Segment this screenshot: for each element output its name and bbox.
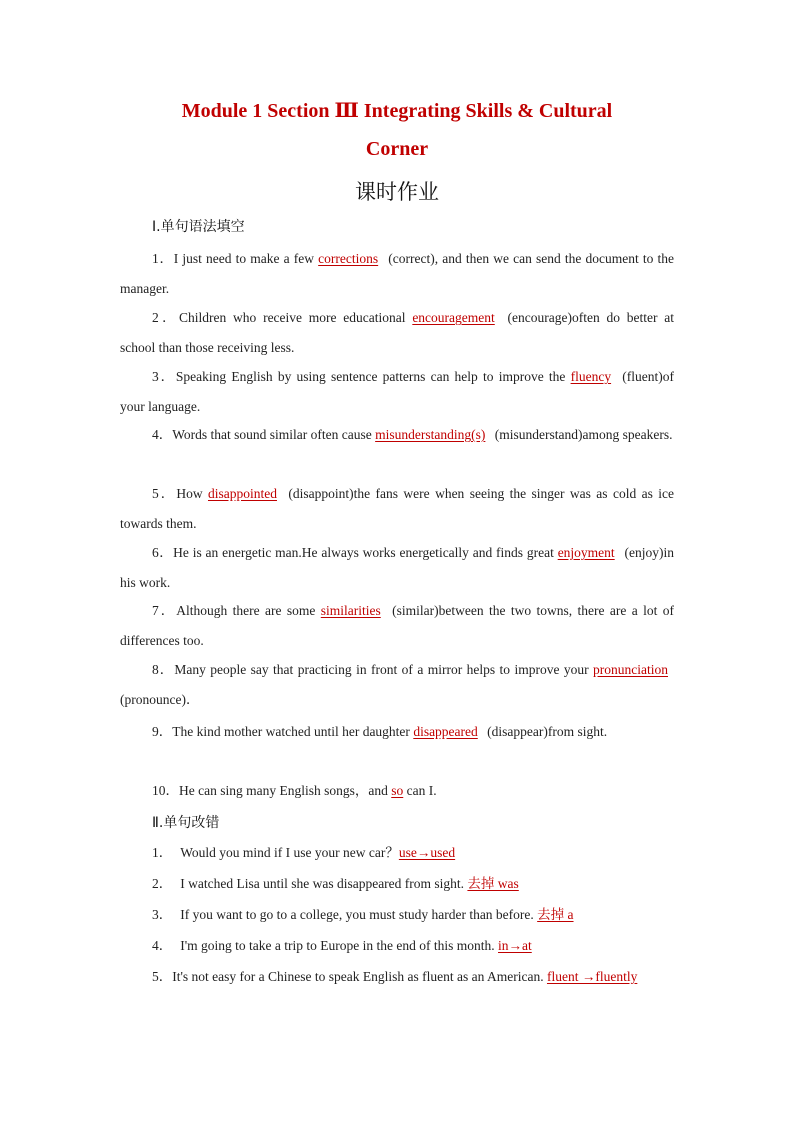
item-text: How xyxy=(176,486,208,501)
item-text: It's not easy for a Chinese to speak English as fluent as an American. xyxy=(172,969,547,984)
answer-text: similarities xyxy=(320,603,381,618)
item-number: 4． xyxy=(152,427,173,442)
answer-text: so xyxy=(391,783,404,798)
item-text: He can sing many English songs，and xyxy=(179,783,392,798)
answer-text: fluency xyxy=(570,369,612,384)
answer-text: in→at xyxy=(498,938,532,953)
item-text: (correct), and then we can send the document to the manager. xyxy=(120,251,675,296)
page-subtitle: 课时作业 xyxy=(355,180,439,204)
list-item xyxy=(120,962,674,992)
list-item xyxy=(120,655,674,714)
page-title-line1: Module 1 Section Ⅲ Integrating Skills & Cultural xyxy=(181,100,613,122)
item-number: 9． xyxy=(152,724,173,739)
item-text: (disappear)from sight. xyxy=(483,724,608,739)
list-item xyxy=(120,596,674,655)
item-number: 10． xyxy=(152,783,179,798)
item-text: Would you mind if I use your new car？ xyxy=(180,845,399,860)
list-item xyxy=(120,362,674,421)
item-text: (encourage)often do better at school than those receiving less. xyxy=(120,310,675,355)
list-item xyxy=(152,904,674,926)
list-item xyxy=(120,538,674,597)
item-number: 3． xyxy=(152,369,176,384)
item-number: 5． xyxy=(152,969,173,984)
item-text: (pronounce)． xyxy=(120,691,200,707)
answer-text: corrections xyxy=(318,251,379,266)
answer-text: enjoyment xyxy=(557,545,615,560)
item-number: 3． xyxy=(152,907,173,922)
item-text: Many people say that practicing in front of a mirror helps to improve your xyxy=(174,662,594,677)
item-text: Although there are some xyxy=(176,603,321,618)
answer-text: use→used xyxy=(398,845,456,860)
item-text: If you want to go to a college, you must study harder than before. xyxy=(180,907,538,922)
list-item xyxy=(120,420,674,450)
item-number: 7． xyxy=(152,603,177,618)
section1-heading: Ⅰ.单句语法填空 xyxy=(152,219,245,235)
item-text: Speaking English by using sentence patterns can help to improve the xyxy=(175,369,571,384)
answer-text: fluent →fluently xyxy=(546,969,638,984)
list-item xyxy=(152,873,674,895)
list-item xyxy=(120,303,674,362)
answer-text: 去掉 a xyxy=(537,907,574,922)
item-text: can I. xyxy=(403,783,437,798)
answer-text: disappointed xyxy=(207,486,277,501)
item-text: I watched Lisa until she was disappeared from sight. xyxy=(180,876,468,891)
item-number: 5． xyxy=(152,486,177,501)
list-item xyxy=(120,479,674,538)
list-item xyxy=(120,776,674,806)
item-number: 1． xyxy=(152,845,173,860)
item-text: I'm going to take a trip to Europe in the end of this month. xyxy=(180,938,499,953)
item-text: Words that sound similar often cause xyxy=(172,427,376,442)
item-text: The kind mother watched until her daughter xyxy=(172,724,414,739)
item-text: Children who receive more educational xyxy=(179,310,413,325)
answer-text: pronunciation xyxy=(593,662,668,677)
item-text: (fluent)of your language. xyxy=(120,369,675,414)
item-text: (disappoint)the fans were when seeing the singer was as cold as ice towards them. xyxy=(120,486,675,531)
list-item xyxy=(152,842,674,864)
item-number: 2． xyxy=(152,876,173,891)
list-item xyxy=(152,935,674,957)
item-number: 6． xyxy=(152,545,174,560)
item-text: (similar)between the two towns, there are a lot of differences too. xyxy=(120,603,675,648)
answer-text: encouragement xyxy=(412,310,495,325)
item-text: He is an energetic man.He always works energetically and finds great xyxy=(173,545,558,560)
item-number: 4． xyxy=(152,938,173,953)
item-number: 8． xyxy=(152,662,175,677)
list-item xyxy=(120,717,674,747)
answer-text: disappeared xyxy=(413,724,478,739)
list-item xyxy=(120,244,674,303)
section2-heading: Ⅱ.单句改错 xyxy=(152,815,220,831)
item-text: (enjoy)in his work. xyxy=(120,545,674,590)
item-text: I just need to make a few xyxy=(173,251,319,266)
page-title-line2: Corner xyxy=(365,138,429,160)
answer-text: 去掉 was xyxy=(467,876,519,891)
answer-text: misunderstanding(s) xyxy=(375,427,486,442)
item-number: 1． xyxy=(152,251,174,266)
item-number: 2． xyxy=(152,310,180,325)
item-text: (misunderstand)among speakers. xyxy=(491,427,673,442)
